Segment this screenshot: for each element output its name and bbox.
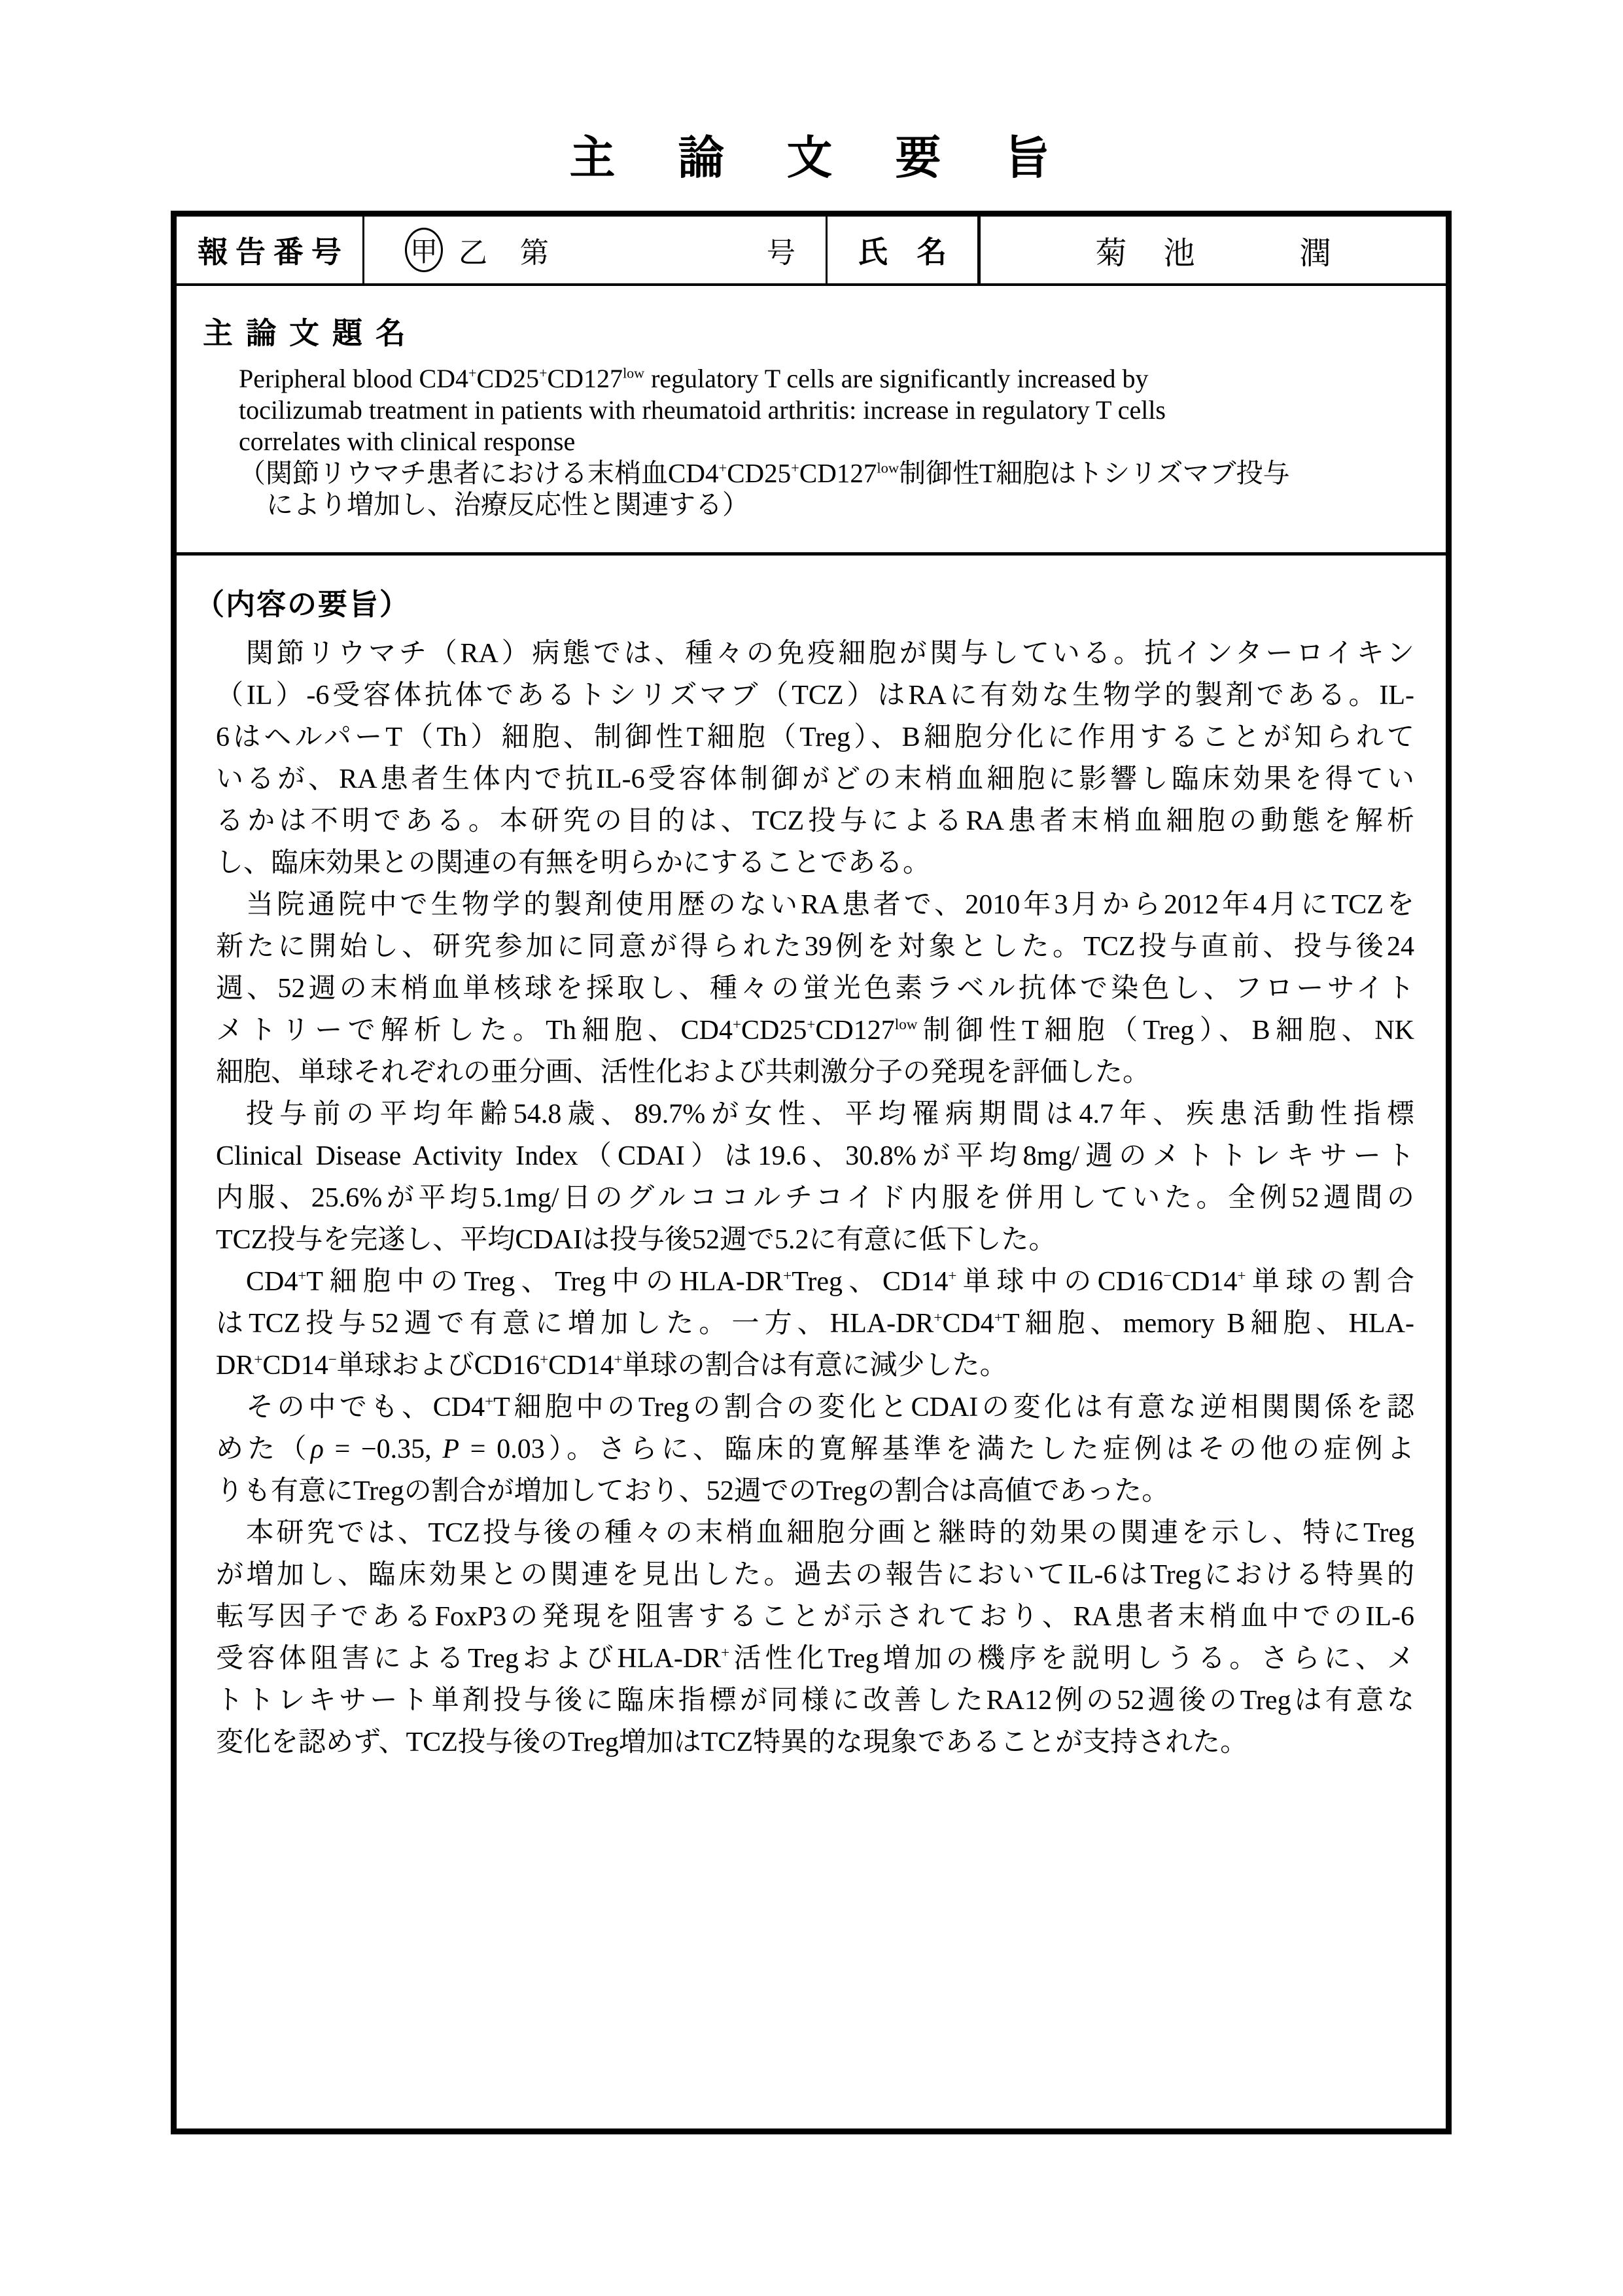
- abstract-heading: （内容の要旨）: [195, 588, 411, 621]
- abstract-line: （IL）-6受容体抗体であるトシリズマブ（TCZ）はRAに有効な生物学的製剤である。IL-: [216, 680, 1414, 711]
- thesis-title-heading: 主論文題名: [203, 316, 419, 350]
- abstract-line: はTCZ投与52週で有意に増加した。一方、HLA-DR+CD4+T細胞、memory B細胞、HLA-: [216, 1309, 1414, 1339]
- abstract-line: 本研究では、TCZ投与後の種々の末梢血細胞分画と継時的効果の関連を示し、特にTreg: [246, 1518, 1414, 1548]
- abstract-line: DR+CD14−単球およびCD16+CD14+単球の割合は有意に減少した。: [216, 1351, 1007, 1381]
- abstract-line: が増加し、臨床効果との関連を見出した。過去の報告においてIL-6はTregにおける特異的: [216, 1560, 1414, 1590]
- abstract-line: TCZ投与を完遂し、平均CDAIは投与後52週で5.2に有意に低下した。: [216, 1225, 1056, 1255]
- abstract-line: 当院通院中で生物学的製剤使用歴のないRA患者で、2010年3月から2012年4月にTCZを: [246, 890, 1414, 920]
- thesis-title-line: tocilizumab treatment in patients with rheumatoid arthritis: increase in regulatory T cells: [239, 395, 1166, 425]
- thesis-title-section: [177, 286, 1446, 556]
- abstract-line: 内服、25.6%が平均5.1mg/日のグルココルチコイド内服を併用していた。全例52週間の: [216, 1183, 1414, 1213]
- abstract-line: るかは不明である。本研究の目的は、TCZ投与によるRA患者末梢血細胞の動態を解析: [216, 806, 1414, 836]
- thesis-title-line: （関節リウマチ患者における末梢血$CD4^+CD25^+CD127^{low}$制御性T細胞はトシリズマブ投与: [239, 458, 1290, 488]
- abstract-line: 新たに開始し、研究参加に同意が得られた39例を対象とした。TCZ投与直前、投与後24: [216, 932, 1414, 962]
- abstract-line: りも有意にTregの割合が増加しており、52週でのTregの割合は高値であった。: [216, 1476, 1170, 1506]
- abstract-line: 変化を認めず、TCZ投与後のTreg増加はTCZ特異的な現象であることが支持された。: [216, 1727, 1248, 1757]
- abstract-line: CD4+T細胞中のTreg、Treg中のHLA-DR+Treg、CD14+単球中のCD16−CD14+単球の割合: [246, 1267, 1414, 1297]
- abstract-line: 関節リウマチ（RA）病態では、種々の免疫細胞が関与している。抗インターロイキン: [246, 639, 1414, 669]
- kou-circled-mark: [405, 228, 443, 272]
- thesis-title-line: により増加し、治療反応性と関連する）: [266, 489, 749, 520]
- abstract-line: 6はヘルパーT（Th）細胞、制御性T細胞（Treg）、B細胞分化に作用することが知られて: [216, 722, 1414, 752]
- name-label: 氏名: [828, 217, 981, 283]
- abstract-content-section: [177, 556, 1446, 2128]
- abstract-line: その中でも、CD4+T細胞中のTregの割合の変化とCDAIの変化は有意な逆相関関係を認: [246, 1392, 1414, 1422]
- abstract-line: メトリーで解析した。Th細胞、$CD4^+CD25^+CD127^{low}$制御性T細胞（Treg）、B細胞、NK: [216, 1016, 1414, 1046]
- abstract-line: 細胞、単球それぞれの亜分画、活性化および共刺激分子の発現を評価した。: [216, 1057, 1151, 1087]
- abstract-line: いるが、RA患者生体内で抗IL-6受容体制御がどの末梢血細胞に影響し臨床効果を得てい: [216, 764, 1414, 794]
- abstract-line: トトレキサート単剤投与後に臨床指標が同様に改善したRA12例の52週後のTregは有意な: [216, 1686, 1414, 1716]
- thesis-title-line: Peripheral blood $CD4^+CD25^+CD127^{low}$ regulatory T cells are significantly increased by: [239, 364, 1149, 393]
- gou-suffix: 号: [767, 237, 795, 269]
- abstract-line: 投与前の平均年齢54.8歳、89.7%が女性、平均罹病期間は4.7年、疾患活動性指標: [246, 1099, 1414, 1129]
- abstract-line: 受容体阻害によるTregおよびHLA-DR+活性化Treg増加の機序を説明しうる。さらに、メ: [216, 1644, 1414, 1674]
- author-name: 菊池 潤: [1095, 236, 1368, 271]
- thesis-title-line: correlates with clinical response: [239, 427, 576, 456]
- page-title: 主論文要旨: [569, 133, 1113, 184]
- abstract-form-box: [171, 211, 1452, 2134]
- report-number-value: [364, 217, 828, 283]
- thesis-title-block: [239, 363, 1410, 520]
- dai-prefix: 第: [520, 237, 549, 269]
- otsu-character: 乙: [459, 237, 487, 269]
- abstract-line: Clinical Disease Activity Index（CDAI）は19.6、30.8%が平均8mg/週のメトトレキサート: [216, 1141, 1414, 1171]
- report-number-label: 報告番号: [177, 217, 364, 283]
- kou-character: 甲: [410, 238, 438, 268]
- header-table-row: [177, 217, 1446, 286]
- abstract-text-block: [216, 633, 1414, 1763]
- abstract-line: し、臨床効果との関連の有無を明らかにすることである。: [216, 848, 931, 878]
- abstract-line: めた（ρ = −0.35, P = 0.03）。さらに、臨床的寛解基準を満たした症例はその他の症例よ: [216, 1434, 1414, 1464]
- abstract-line: 転写因子であるFoxP3の発現を阻害することが示されており、RA患者末梢血中でのIL-6: [216, 1602, 1414, 1632]
- abstract-line: 週、52週の末梢血単核球を採取し、種々の蛍光色素ラベル抗体で染色し、フローサイト: [216, 974, 1414, 1004]
